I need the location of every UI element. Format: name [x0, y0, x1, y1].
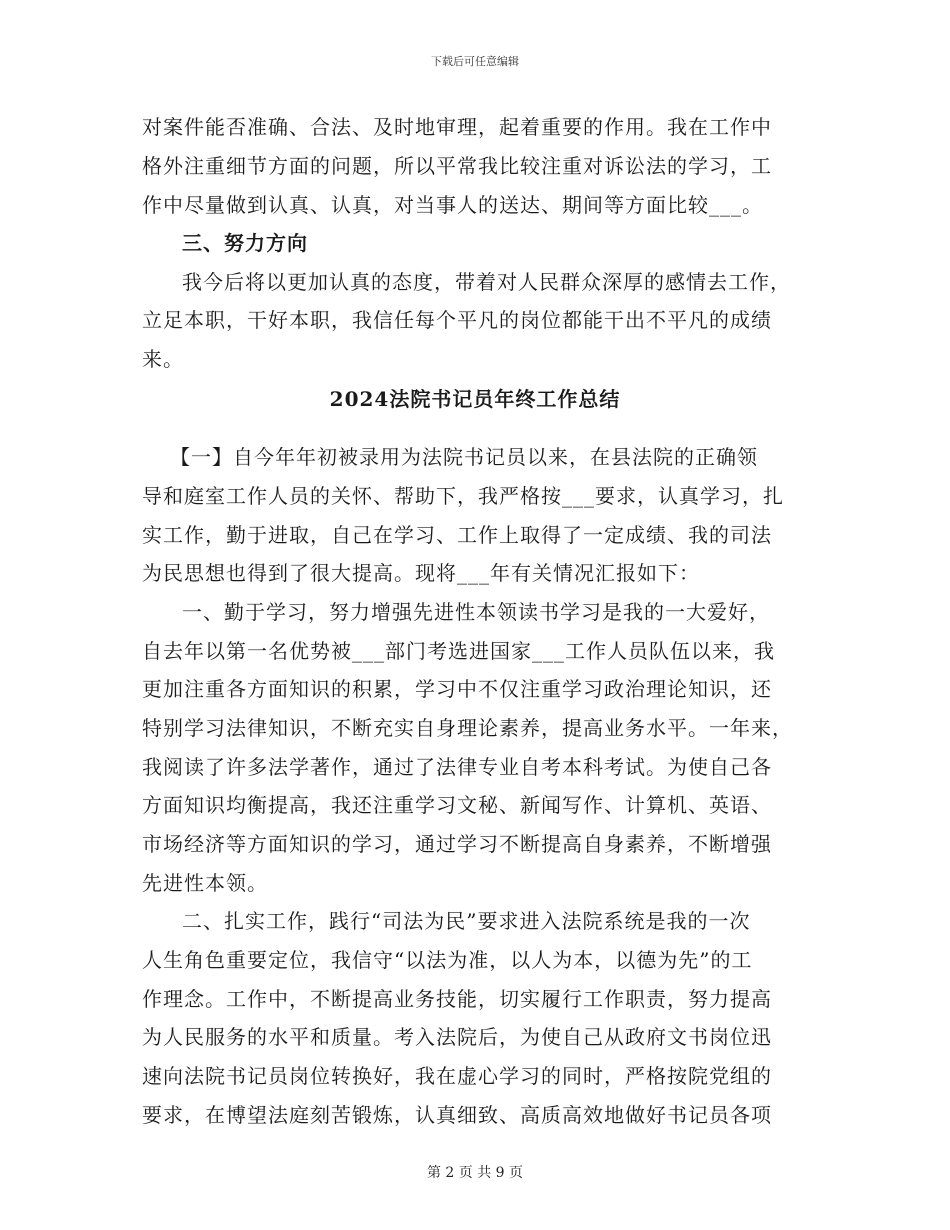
body-line: 市场经济等方面知识的学习，通过学习不断提高自身素养，不断增强 [142, 832, 772, 856]
page-footer: 第 2 页 共 9 页 [426, 1165, 524, 1181]
body-line: 一、勤于学习，努力增强先进性本领读书学习是我的一大爱好， [182, 600, 770, 624]
body-line: 要求，在博望法庭刻苦锻炼，认真细致、高质高效地做好书记员各项 [142, 1103, 772, 1127]
body-line: 格外注重细节方面的问题，所以平常我比较注重对诉讼法的学习，工 [142, 154, 772, 178]
header-note: 下载后可任意编辑 [431, 55, 519, 68]
body-line: 更加注重各方面知识的积累，学习中不仅注重学习政治理论知识，还 [142, 677, 772, 701]
body-line: 方面知识均衡提高，我还注重学习文秘、新闻写作、计算机、英语、 [142, 793, 772, 817]
body-line: 对案件能否准确、合法、及时地审理，起着重要的作用。我在工作中 [142, 115, 772, 139]
section-heading: 三、努力方向 [182, 231, 308, 255]
document-title: 2024法院书记员年终工作总结 [329, 387, 621, 411]
body-line: 为人民服务的水平和质量。考入法院后，为使自己从政府文书岗位迅 [142, 1025, 772, 1049]
body-line: 自去年以第一名优势被___部门考选进国家___工作人员队伍以来，我 [142, 639, 775, 663]
body-line: 作中尽量做到认真、认真，对当事人的送达、期间等方面比较___。 [142, 193, 763, 217]
body-line: 我阅读了许多法学著作，通过了法律专业自考本科考试。为使自己各 [142, 755, 772, 779]
body-line: 导和庭室工作人员的关怀、帮助下，我严格按___要求，认真学习，扎 [142, 484, 784, 508]
body-line: 实工作，勤于进取，自己在学习、工作上取得了一定成绩、我的司法 [142, 523, 772, 547]
body-line: 为民思想也得到了很大提高。现将___年有关情况汇报如下： [142, 561, 700, 585]
body-line: 二、扎实工作，践行“司法为民”要求进入法院系统是我的一次 [182, 909, 751, 933]
body-line: 特别学习法律知识，不断充实自身理论素养，提高业务水平。一年来， [142, 716, 793, 740]
body-line: 【一】自今年年初被录用为法院书记员以来，在县法院的正确领 [170, 445, 758, 469]
body-line: 作理念。工作中，不断提高业务技能，切实履行工作职责，努力提高 [142, 987, 772, 1011]
body-line: 速向法院书记员岗位转换好，我在虚心学习的同时，严格按院党组的 [142, 1064, 772, 1088]
body-line: 人生角色重要定位，我信守“以法为准，以人为本，以德为先”的工 [142, 948, 753, 972]
body-line: 先进性本领。 [142, 871, 268, 895]
body-line: 立足本职，干好本职，我信任每个平凡的岗位都能干出不平凡的成绩 [142, 308, 772, 332]
body-line: 来。 [142, 347, 184, 371]
body-line: 我今后将以更加认真的态度，带着对人民群众深厚的感情去工作， [182, 270, 791, 294]
